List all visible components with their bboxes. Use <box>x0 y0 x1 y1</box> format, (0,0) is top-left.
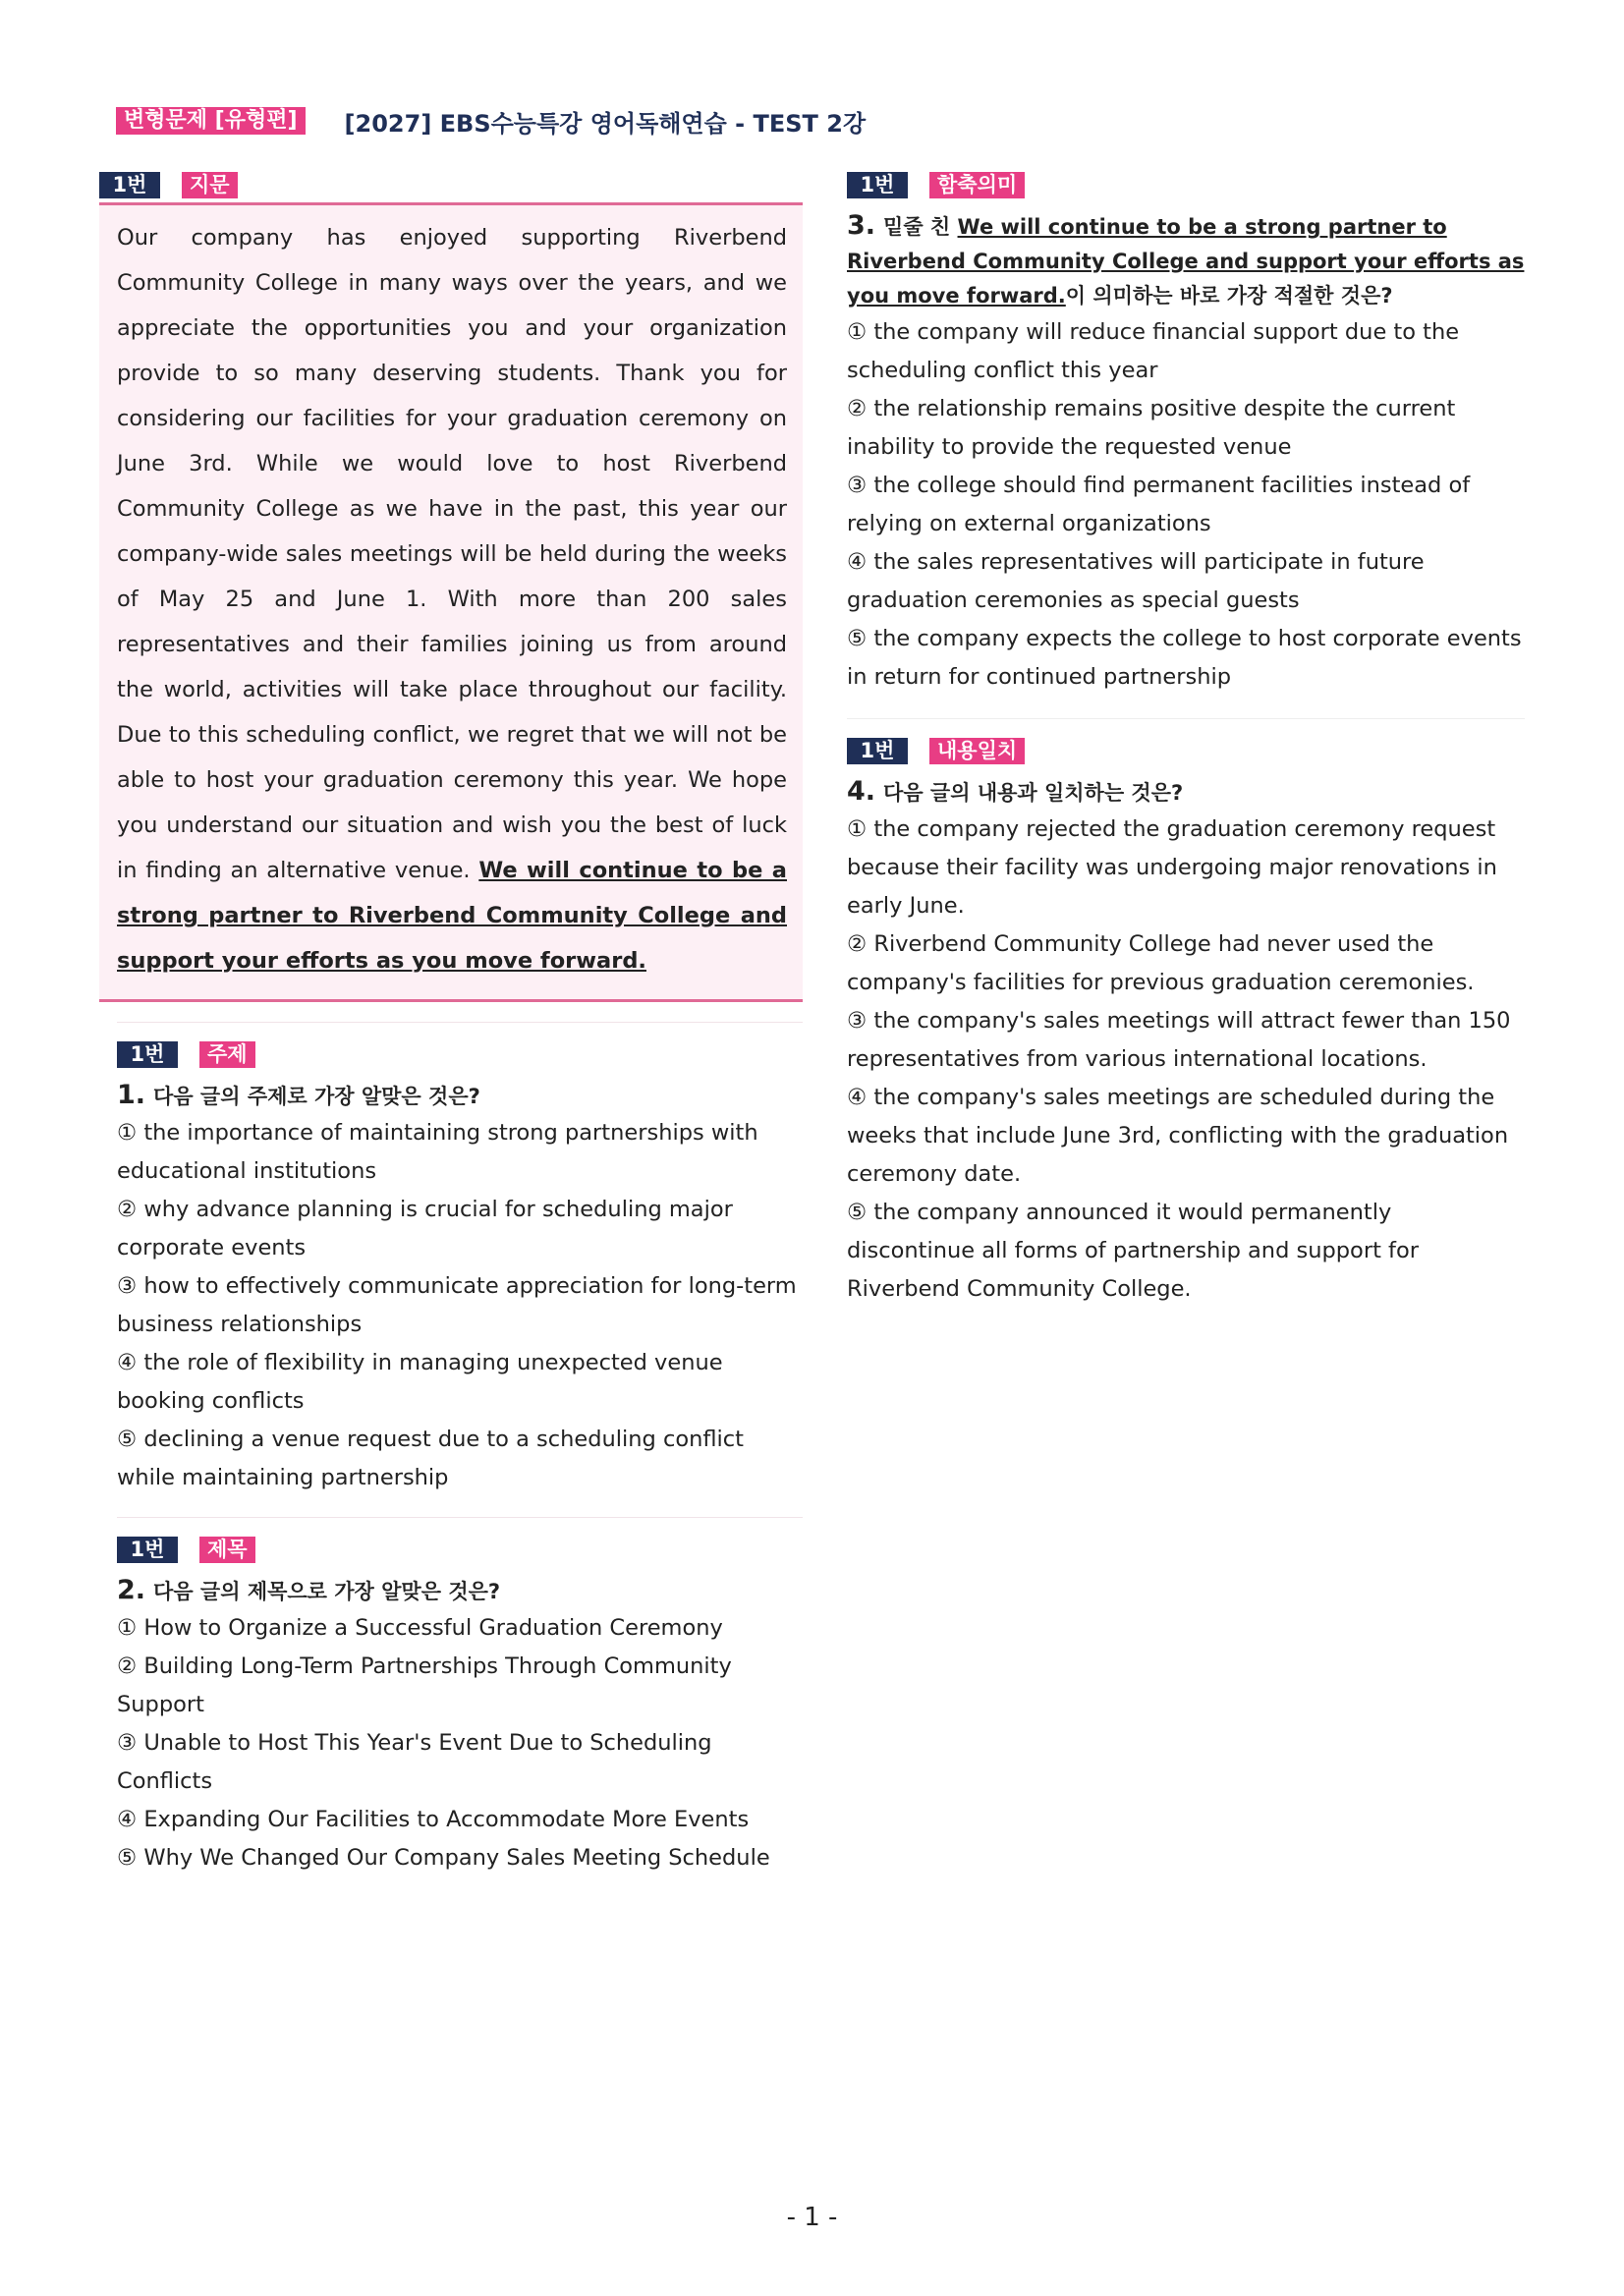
choice-list <box>847 313 1525 697</box>
question-1 <box>99 1040 803 1497</box>
question-text-suffix: 이 의미하는 바로 가장 적절한 것은? <box>1065 284 1393 308</box>
question-text: 다음 글의 주제로 가장 알맞은 것은? <box>153 1085 480 1108</box>
choice-2[interactable]: ② the relationship remains positive despite the current inability to provide the requested venue <box>847 396 1456 460</box>
type-badge: 제목 <box>199 1537 255 1563</box>
number-badge: 1번 <box>847 172 908 198</box>
choice-3[interactable]: ③ the company's sales meetings will attract fewer than 150 representatives from various international locations. <box>847 1008 1511 1072</box>
passage-underlined-sentence: We will continue to be a strong partner to Riverbend Community College and support your efforts as you move forward. <box>117 858 787 974</box>
choice-2[interactable]: ② Riverbend Community College had never used the company's facilities for previous graduation ceremonies. <box>847 931 1475 995</box>
choice-list <box>847 811 1525 1309</box>
type-badge: 함축의미 <box>929 172 1025 198</box>
choice-5[interactable]: ⑤ declining a venue request due to a scheduling conflict while maintaining partnership <box>117 1427 744 1490</box>
question-4 <box>847 737 1525 1309</box>
left-column <box>99 171 803 1877</box>
question-number: 1. <box>117 1080 146 1110</box>
type-badge: 지문 <box>182 172 238 198</box>
passage-text <box>117 215 787 983</box>
question-3-stem <box>847 208 1525 313</box>
number-badge: 1번 <box>117 1537 178 1563</box>
choice-4[interactable]: ④ Expanding Our Facilities to Accommodate More Events <box>117 1807 750 1832</box>
choice-list <box>117 1114 803 1497</box>
question-text: 다음 글의 내용과 일치하는 것은? <box>883 781 1184 805</box>
choice-2[interactable]: ② Building Long-Term Partnerships Through Community Support <box>117 1653 732 1717</box>
divider <box>847 718 1525 719</box>
question-2-label <box>117 1536 803 1563</box>
question-4-label <box>847 737 1525 764</box>
number-badge: 1번 <box>847 738 908 764</box>
page-title: [2027] EBS수능특강 영어독해연습 - TEST 2강 <box>344 109 867 138</box>
question-2-stem <box>117 1573 803 1609</box>
question-number: 2. <box>117 1575 146 1605</box>
question-underlined-phrase: We will continue to be a strong partner to Riverbend Community College and support your efforts as you move forward. <box>847 215 1525 308</box>
passage-body: Our company has enjoyed supporting Riverbend Community College in many ways over the years, and we appreciate the opportunities you and your organization provide to so many deserving students. Thank you for considering our facilities for your graduation ceremony on June 3rd. While we would love to host Riverbend Community College as we have in the past, this year our company-wide sales meetings will be held during the weeks of May 25 and June 1. With more than 200 sales representatives and their families joining us from around the world, activities will take place throughout our facility. Due to this scheduling conflict, we regret that we will not be able to host your graduation ceremony this year. We hope you understand our situation and wish you the best of luck in finding an alternative venue. <box>117 225 787 883</box>
choice-3[interactable]: ③ how to effectively communicate appreciation for long-term business relationships <box>117 1273 797 1337</box>
choice-4[interactable]: ④ the sales representatives will participate in future graduation ceremonies as special guests <box>847 549 1425 613</box>
type-badge: 내용일치 <box>929 738 1025 764</box>
divider <box>117 1022 803 1023</box>
choice-4[interactable]: ④ the role of flexibility in managing unexpected venue booking conflicts <box>117 1350 723 1414</box>
passage-box <box>99 202 803 1002</box>
choice-5[interactable]: ⑤ the company announced it would permanently discontinue all forms of partnership and support for Riverbend Community College. <box>847 1200 1419 1302</box>
choice-5[interactable]: ⑤ the company expects the college to host corporate events in return for continued partnership <box>847 626 1522 690</box>
divider <box>117 1517 803 1518</box>
question-number: 3. <box>847 210 876 241</box>
page-header <box>116 105 866 137</box>
choice-1[interactable]: ① the importance of maintaining strong partnerships with educational institutions <box>117 1120 758 1184</box>
question-1-label <box>117 1040 803 1068</box>
choice-4[interactable]: ④ the company's sales meetings are scheduled during the weeks that include June 3rd, conflicting with the graduation ceremony date. <box>847 1085 1509 1187</box>
question-1-stem <box>117 1078 803 1114</box>
number-badge: 1번 <box>99 172 160 198</box>
choice-list <box>117 1609 803 1877</box>
choice-3[interactable]: ③ Unable to Host This Year's Event Due to Scheduling Conflicts <box>117 1730 712 1794</box>
choice-5[interactable]: ⑤ Why We Changed Our Company Sales Meeting Schedule <box>117 1845 770 1871</box>
question-3-label <box>847 171 1525 198</box>
choice-1[interactable]: ① the company rejected the graduation ceremony request because their facility was undergoing major renovations in early June. <box>847 816 1497 919</box>
number-badge: 1번 <box>117 1041 178 1068</box>
type-badge: 주제 <box>199 1041 255 1068</box>
category-badge: 변형문제 [유형편] <box>116 107 306 135</box>
question-text-prefix: 밑줄 친 <box>883 215 958 239</box>
right-column <box>847 171 1525 1309</box>
choice-3[interactable]: ③ the college should find permanent facilities instead of relying on external organizations <box>847 473 1471 536</box>
question-3 <box>847 171 1525 697</box>
question-text: 다음 글의 제목으로 가장 알맞은 것은? <box>153 1580 501 1603</box>
choice-1[interactable]: ① How to Organize a Successful Graduation Ceremony <box>117 1615 723 1641</box>
choice-2[interactable]: ② why advance planning is crucial for scheduling major corporate events <box>117 1197 733 1260</box>
question-number: 4. <box>847 776 876 807</box>
question-2 <box>99 1536 803 1877</box>
page-number: - 1 - <box>786 2203 838 2232</box>
choice-1[interactable]: ① the company will reduce financial support due to the scheduling conflict this year <box>847 319 1460 383</box>
passage-label <box>99 171 803 198</box>
question-4-stem <box>847 774 1525 811</box>
